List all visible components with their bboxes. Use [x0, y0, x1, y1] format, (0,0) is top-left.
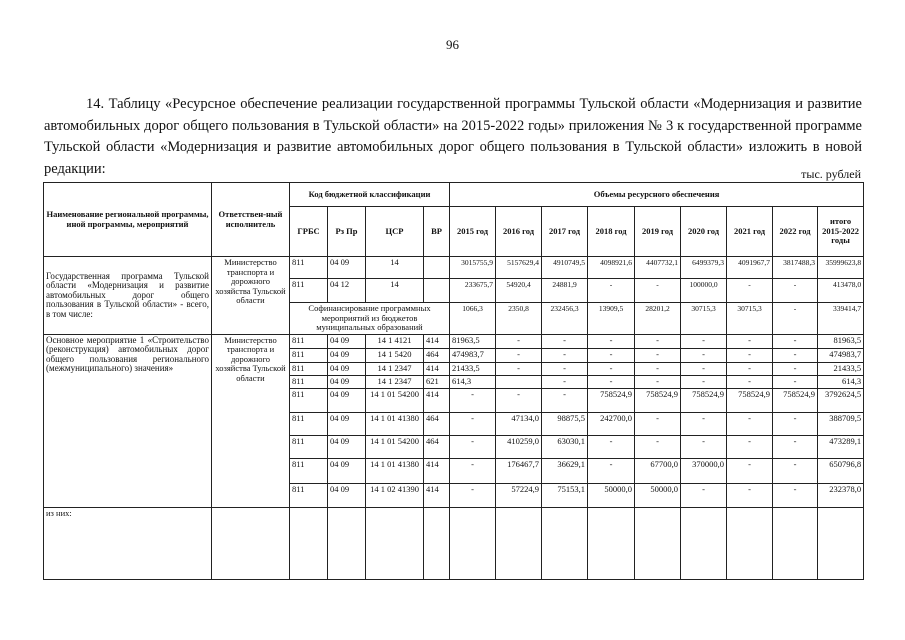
cell-value: 232456,3 [542, 303, 588, 335]
cell-value: - [727, 348, 773, 362]
cell-value: - [588, 435, 635, 458]
cofinancing-label: Софинансирование программных мероприятий из бюджетов муниципальных образований [290, 303, 450, 335]
cell-value: 413478,0 [818, 279, 864, 303]
cell-csr: 14 1 5420 [366, 348, 424, 362]
cell-value: - [773, 279, 818, 303]
cell-value: 410259,0 [496, 435, 542, 458]
cell-value: 2350,8 [496, 303, 542, 335]
cell-grbs: 811 [290, 362, 328, 375]
cell-grbs: 811 [290, 257, 328, 279]
cell-grbs: 811 [290, 412, 328, 435]
cell-value: - [588, 334, 635, 348]
page-number: 96 [446, 37, 459, 52]
cell-value: 4098921,6 [588, 257, 635, 279]
cell-value: 233675,7 [450, 279, 496, 303]
cell-value: 3817488,3 [773, 257, 818, 279]
cell-value: - [773, 303, 818, 335]
cell-vr [424, 279, 450, 303]
unit-label: тыс. рублей [801, 167, 861, 181]
cell-rzpr: 04 09 [328, 257, 366, 279]
cell-value: - [450, 412, 496, 435]
cell-value: 54920,4 [496, 279, 542, 303]
cell-value: - [588, 458, 635, 483]
cell-value: - [496, 388, 542, 412]
cell-value: 81963,5 [818, 334, 864, 348]
cell-vr: 414 [424, 362, 450, 375]
program-responsible: Министерство транспорта и дорожного хозяйства Тульской области [212, 257, 290, 335]
cell-value: - [450, 388, 496, 412]
cell-value: - [681, 483, 727, 507]
cell-vr: 621 [424, 375, 450, 388]
cell-value: 5157629,4 [496, 257, 542, 279]
cell-value: 21433,5 [450, 362, 496, 375]
header-name: Наименование региональной программы, иной программы, мероприятий [44, 183, 212, 257]
cell-value: - [588, 279, 635, 303]
cell-value: - [773, 458, 818, 483]
cell-value: - [727, 435, 773, 458]
cell-rzpr: 04 09 [328, 412, 366, 435]
cell-value: - [496, 348, 542, 362]
cell-value: - [635, 279, 681, 303]
cell-value: 13909,5 [588, 303, 635, 335]
cell-vr: 464 [424, 348, 450, 362]
program-name: Государственная программа Тульской области «Модернизация и развитие автомобильных дорог общего пользования в Тульской области» - всего, в том числе: [44, 257, 212, 335]
cell-rzpr: 04 09 [328, 375, 366, 388]
cell-grbs: 811 [290, 483, 328, 507]
cell-value: - [588, 348, 635, 362]
cell-value: - [450, 483, 496, 507]
cell-value: 100000,0 [681, 279, 727, 303]
header-csr: ЦСР [366, 207, 424, 257]
cell-value: - [450, 435, 496, 458]
cell-value: 47134,0 [496, 412, 542, 435]
cell-csr: 14 1 2347 [366, 375, 424, 388]
cell-value: 474983,7 [818, 348, 864, 362]
iz-nih-label: из них: [44, 507, 212, 580]
cell-value: 28201,2 [635, 303, 681, 335]
cell-value: - [681, 362, 727, 375]
cell-csr: 14 1 2347 [366, 362, 424, 375]
cell-grbs: 811 [290, 375, 328, 388]
cell-value: - [727, 458, 773, 483]
cell-value: 614,3 [818, 375, 864, 388]
cell-value: - [773, 483, 818, 507]
header-year: 2017 год [542, 207, 588, 257]
iz-nih-row [44, 507, 864, 580]
cell-value: - [635, 362, 681, 375]
cell-csr: 14 [366, 257, 424, 279]
cell-value: 50000,0 [635, 483, 681, 507]
header-year: 2015 год [450, 207, 496, 257]
cell-value: - [727, 362, 773, 375]
cell-value: 21433,5 [818, 362, 864, 375]
cell-rzpr: 04 09 [328, 348, 366, 362]
cell-csr: 14 1 01 54200 [366, 388, 424, 412]
cell-grbs: 811 [290, 458, 328, 483]
cell-vr: 414 [424, 388, 450, 412]
cell-vr: 414 [424, 483, 450, 507]
cell-value: 50000,0 [588, 483, 635, 507]
cell-csr: 14 1 01 41380 [366, 412, 424, 435]
cell-value: 758524,9 [773, 388, 818, 412]
intro-text: 14. Таблицу «Ресурсное обеспечение реализации государственной программы Тульской области «Модернизация и развитие автомобильных дорог общего пользования в Тульской области» на 2015-2022 годы» приложения № 3 к государственной программе Тульской области «Модернизация и развитие автомобильных дорог общего пользования в Тульской области» изложить в новой редакции: [44, 96, 862, 177]
cell-rzpr: 04 09 [328, 362, 366, 375]
cell-vr: 464 [424, 435, 450, 458]
cell-value: 63030,1 [542, 435, 588, 458]
cell-value: 474983,7 [450, 348, 496, 362]
cell-value: - [773, 362, 818, 375]
event-name: Основное мероприятие 1 «Строительство (реконструкция) автомобильных дорог общего пользования регионального (межмуниципального) значения» [44, 334, 212, 507]
cell-value: - [773, 334, 818, 348]
cell-value: - [727, 334, 773, 348]
cell-csr: 14 [366, 279, 424, 303]
cell-value: - [773, 412, 818, 435]
cell-value: 176467,7 [496, 458, 542, 483]
cell-vr: 414 [424, 458, 450, 483]
cell-value: 98875,5 [542, 412, 588, 435]
cell-value: - [542, 348, 588, 362]
cell-value: - [635, 412, 681, 435]
cell-value: 758524,9 [681, 388, 727, 412]
cell-vr [424, 257, 450, 279]
cell-value: 4091967,7 [727, 257, 773, 279]
cell-csr: 14 1 4121 [366, 334, 424, 348]
cell-vr: 414 [424, 334, 450, 348]
cell-value [496, 375, 542, 388]
cell-grbs: 811 [290, 279, 328, 303]
cell-value: - [542, 362, 588, 375]
cell-value: - [542, 375, 588, 388]
cell-rzpr: 04 12 [328, 279, 366, 303]
header-volumes: Объемы ресурсного обеспечения [450, 183, 864, 207]
cell-value: 473289,1 [818, 435, 864, 458]
cell-value: - [588, 375, 635, 388]
cell-grbs: 811 [290, 435, 328, 458]
cell-rzpr: 04 09 [328, 458, 366, 483]
program-row [44, 257, 864, 279]
cell-value: - [727, 412, 773, 435]
cell-value: - [635, 348, 681, 362]
header-year-total: итого 2015-2022 годы [818, 207, 864, 257]
cell-value: - [635, 375, 681, 388]
cell-csr: 14 1 02 41390 [366, 483, 424, 507]
cell-csr: 14 1 01 54200 [366, 435, 424, 458]
cell-value: 6499379,3 [681, 257, 727, 279]
header-year: 2018 год [588, 207, 635, 257]
cell-rzpr: 04 09 [328, 334, 366, 348]
cell-csr: 14 1 01 41380 [366, 458, 424, 483]
cell-value: - [496, 334, 542, 348]
cell-value: - [773, 375, 818, 388]
cell-rzpr: 04 09 [328, 435, 366, 458]
cell-value: - [635, 334, 681, 348]
cell-value: 75153,1 [542, 483, 588, 507]
cell-value: 339414,7 [818, 303, 864, 335]
cell-value: - [681, 435, 727, 458]
cell-grbs: 811 [290, 388, 328, 412]
cell-value: 4910749,5 [542, 257, 588, 279]
cell-value: - [773, 435, 818, 458]
cell-value: - [542, 388, 588, 412]
cell-value: 232378,0 [818, 483, 864, 507]
cell-vr: 464 [424, 412, 450, 435]
cell-grbs: 811 [290, 348, 328, 362]
event-responsible: Министерство транспорта и дорожного хозяйства Тульской области [212, 334, 290, 507]
header-year: 2022 год [773, 207, 818, 257]
cell-value: 758524,9 [635, 388, 681, 412]
cell-value: 24881,9 [542, 279, 588, 303]
header-rzpr: Рз Пр [328, 207, 366, 257]
cell-value: 758524,9 [727, 388, 773, 412]
header-year: 2021 год [727, 207, 773, 257]
header-year: 2019 год [635, 207, 681, 257]
cell-value: - [588, 362, 635, 375]
cell-grbs: 811 [290, 334, 328, 348]
cell-value: 30715,3 [727, 303, 773, 335]
cell-value: - [542, 334, 588, 348]
cell-rzpr: 04 09 [328, 388, 366, 412]
cell-value: - [727, 375, 773, 388]
cell-value: - [727, 483, 773, 507]
cell-value: - [681, 334, 727, 348]
cell-value: 3792624,5 [818, 388, 864, 412]
cell-value: 35999623,8 [818, 257, 864, 279]
cell-value: - [496, 362, 542, 375]
header-year: 2016 год [496, 207, 542, 257]
cell-value: 67700,0 [635, 458, 681, 483]
resource-table [43, 182, 864, 580]
cell-value: 242700,0 [588, 412, 635, 435]
cell-value: - [681, 375, 727, 388]
cell-value: 614,3 [450, 375, 496, 388]
cell-value: 758524,9 [588, 388, 635, 412]
header-responsible: Ответствен-ный исполнитель [212, 183, 290, 257]
cell-value: 1066,3 [450, 303, 496, 335]
cell-value: 36629,1 [542, 458, 588, 483]
event-row [44, 334, 864, 348]
cell-value: - [727, 279, 773, 303]
cell-value: 30715,3 [681, 303, 727, 335]
cell-value: - [681, 412, 727, 435]
cell-value: - [450, 458, 496, 483]
cell-value: 370000,0 [681, 458, 727, 483]
cell-value: 57224,9 [496, 483, 542, 507]
cell-value: 81963,5 [450, 334, 496, 348]
cell-value: - [635, 435, 681, 458]
cell-value: 650796,8 [818, 458, 864, 483]
cell-value: 3015755,9 [450, 257, 496, 279]
header-grbs: ГРБС [290, 207, 328, 257]
header-year: 2020 год [681, 207, 727, 257]
cell-value: - [773, 348, 818, 362]
header-budget-code: Код бюджетной классификации [290, 183, 450, 207]
intro-paragraph [44, 94, 862, 180]
header-vr: ВР [424, 207, 450, 257]
cell-value: 388709,5 [818, 412, 864, 435]
cell-rzpr: 04 09 [328, 483, 366, 507]
cell-value: 4407732,1 [635, 257, 681, 279]
cell-value: - [681, 348, 727, 362]
